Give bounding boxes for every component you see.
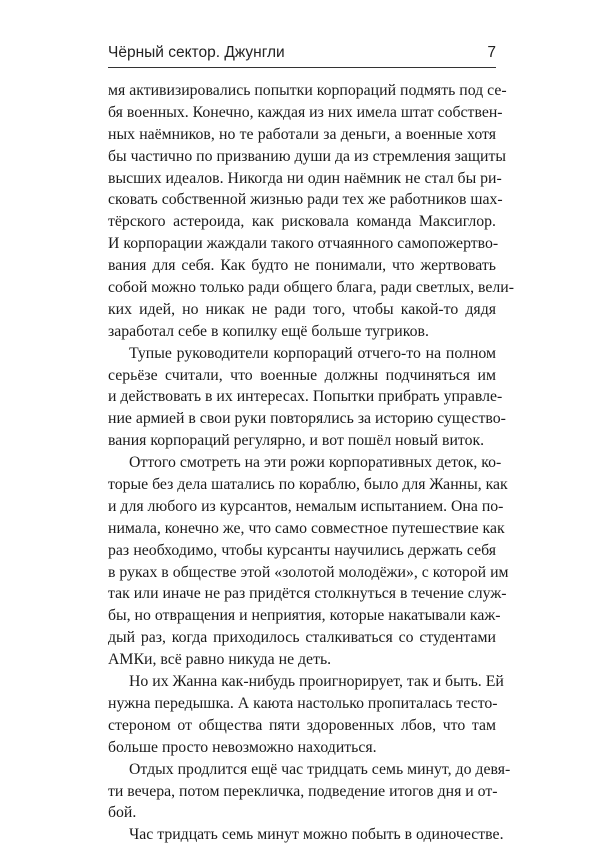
- body-text: [108, 80, 514, 846]
- text-line: ных наёмников, но те работали за деньги, а военные хотя: [108, 125, 496, 143]
- text-line: вания для себя. Как будто не понимали, что жертвовать: [108, 257, 496, 275]
- text-line: и действовать в их интересах. Попытки прибрать управле-: [108, 388, 503, 406]
- text-line: больше просто невозможно находиться.: [108, 738, 377, 756]
- text-line: собой можно только ради общего блага, ради светлых, вели-: [108, 279, 514, 297]
- text-line: бя военных. Конечно, каждая из них имела штат собствен-: [108, 103, 503, 121]
- text-line: сковать собственной жизнью ради тех же работников шах-: [108, 191, 503, 209]
- text-line: серьёзе считали, что военные должны подчиняться им: [108, 366, 496, 384]
- text-line: стероном от общества пяти здоровенных лбов, что там: [108, 716, 496, 734]
- text-line: мя активизировались попытки корпораций подмять под се-: [108, 82, 507, 99]
- running-header: [108, 44, 496, 66]
- text-line: тёрского астероида, как рисковала команда Максиглор.: [108, 213, 496, 231]
- text-line: высших идеалов. Никогда ни один наёмник не стал бы ри-: [108, 169, 502, 187]
- text-line: Оттого смотреть на эти рожи корпоративных деток, ко-: [129, 454, 502, 472]
- text-line: Отдых продлится ещё час тридцать семь минут, до девя-: [129, 760, 511, 778]
- text-line: бы частично по призванию души да из стремления защиты: [108, 147, 506, 165]
- text-line: заработал себе в копилку ещё больше тугриков.: [108, 322, 429, 340]
- text-line: И корпорации жаждали такого отчаянного самопожертво-: [108, 235, 499, 253]
- text-line: нимала, конечно же, что само совместное путешествие как: [108, 519, 505, 537]
- text-line: так или иначе не раз придётся столкнуться в течение служ-: [108, 585, 507, 603]
- text-line: и для любого из курсантов, немалым испытанием. Она по-: [108, 497, 504, 515]
- text-line: раз необходимо, чтобы курсанты научились держать себя: [108, 541, 496, 559]
- text-line: нужна передышка. А каюта настолько пропиталась тесто-: [108, 694, 498, 712]
- text-line: Тупые руководители корпораций отчего-то на полном: [129, 344, 496, 362]
- page-number: 7: [487, 44, 496, 61]
- text-line: ких идей, но никак не ради того, чтобы какой-то дядя: [108, 300, 496, 318]
- text-line: бы, но отвращения и неприятия, которые накатывали каж-: [108, 607, 501, 625]
- text-line: в руках в обществе этой «золотой молодёжи», с которой им: [108, 563, 509, 581]
- running-title: Чёрный сектор. Джунгли: [108, 44, 285, 61]
- text-line: Час тридцать семь минут можно побыть в одиночестве.: [129, 826, 504, 844]
- text-line: дый раз, когда приходилось сталкиваться со студентами: [108, 629, 496, 647]
- header-rule: [108, 67, 496, 68]
- text-line: Но их Жанна как-нибудь проигнорирует, так и быть. Ей: [129, 673, 504, 691]
- text-line: вания корпораций регулярно, и вот пошёл новый виток.: [108, 432, 485, 450]
- text-line: ти вечера, потом перекличка, подведение итогов дня и от-: [108, 782, 498, 800]
- text-line: торые без дела шатались по кораблю, было для Жанны, как: [108, 476, 508, 494]
- text-line: АМКи, всё равно никуда не деть.: [108, 651, 332, 669]
- text-line: ние армией в свои руки повторялись за историю существо-: [108, 410, 506, 428]
- text-line: бой.: [108, 804, 137, 822]
